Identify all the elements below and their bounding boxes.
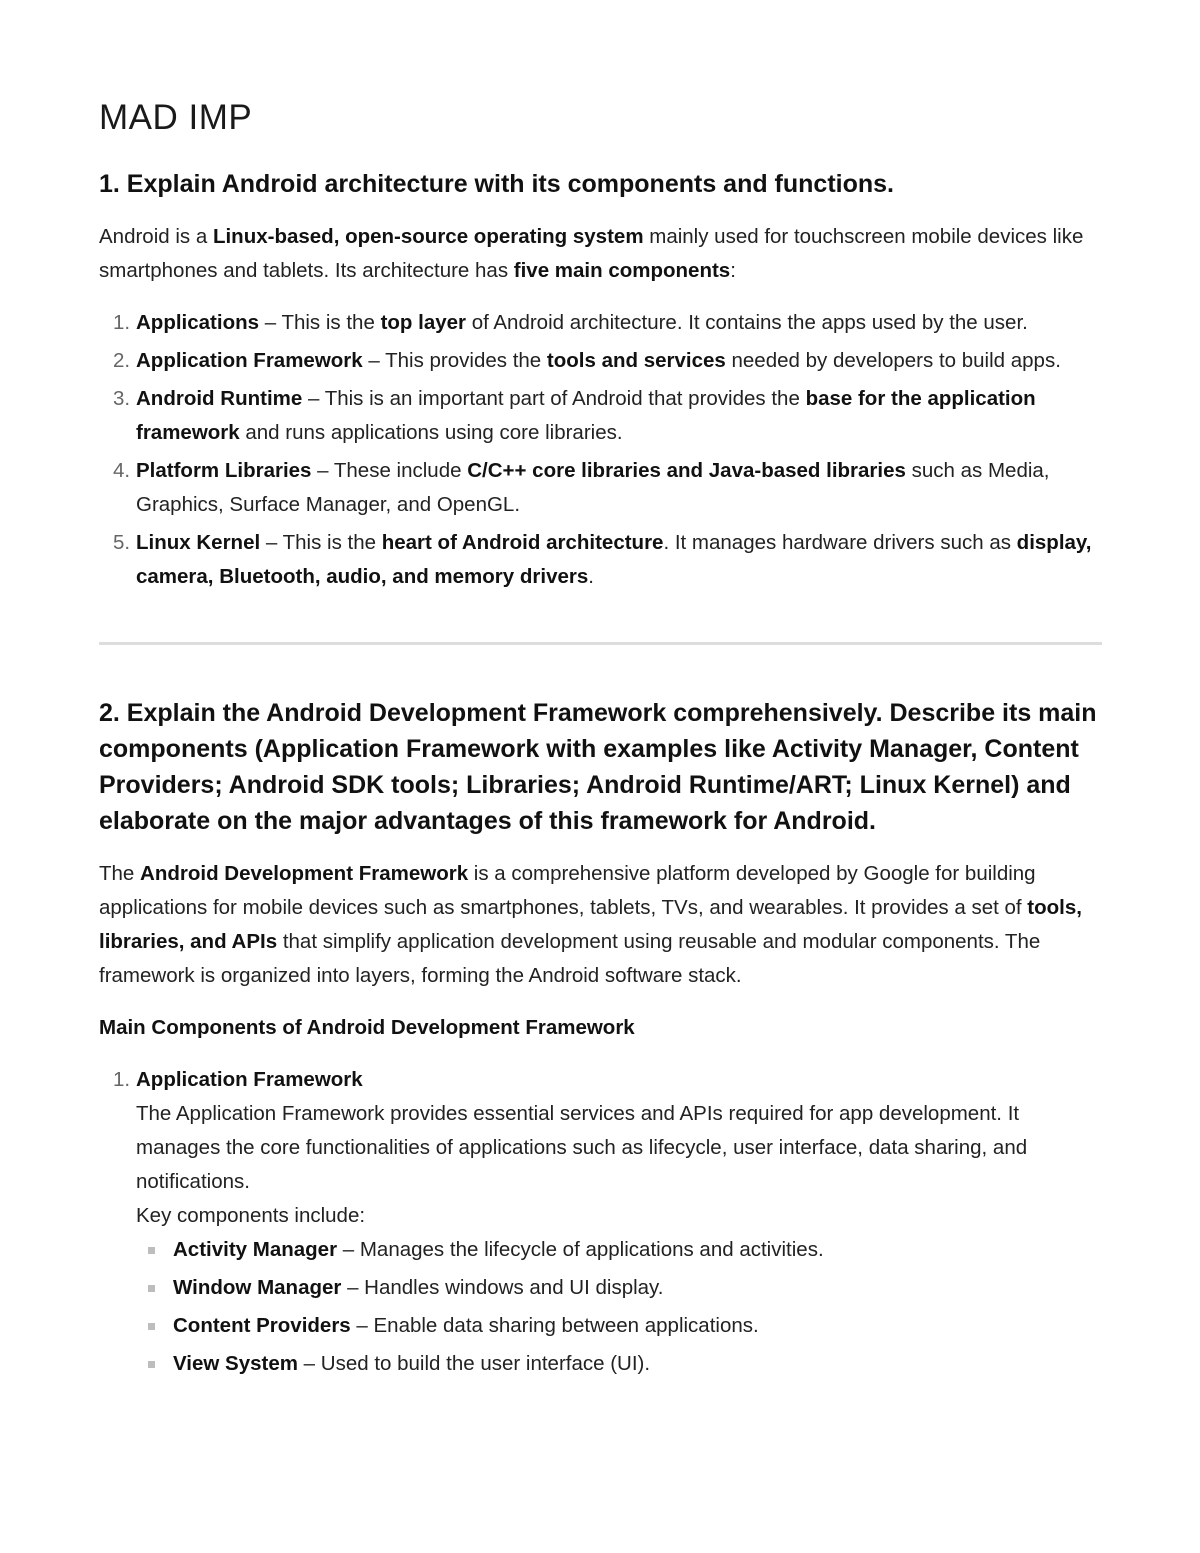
question-2-heading: 2. Explain the Android Development Framework comprehensively. Describe its main components (Application Framework with examples like Activity Manager, Content Providers; Android SDK tools; Libraries; Android Runtime/ART; Linux Kernel) and elaborate on the major advantages of this framework for Android.: [99, 699, 1097, 835]
item-text: .: [588, 565, 594, 588]
item-text: needed by developers to build apps.: [725, 349, 1061, 372]
intro-text: The: [99, 862, 141, 885]
bullet-desc: – Enable data sharing between applications.: [350, 1314, 759, 1337]
key-components-label: Key components include:: [136, 1204, 366, 1227]
list-item: [99, 344, 1102, 378]
square-bullet-icon: [148, 1323, 155, 1330]
question-1-heading: 1. Explain Android architecture with its components and functions.: [99, 170, 894, 198]
list-number: 4.: [113, 459, 131, 482]
item-text: of Android architecture. It contains the apps used by the user.: [466, 311, 1028, 334]
component-name: Application Framework: [136, 349, 363, 372]
intro-text: Android is a: [99, 225, 213, 248]
list-number: 1.: [113, 311, 131, 334]
bullet-name: Content Providers: [173, 1314, 351, 1337]
list-item: [99, 306, 1102, 340]
bullet-item: [135, 1347, 1102, 1381]
item-bold: display, camera, Bluetooth, audio, and memory drivers: [136, 531, 1092, 588]
section-divider: [99, 642, 1102, 645]
bullet-item: [135, 1233, 1102, 1267]
architecture-components-list: [99, 306, 1102, 594]
bullet-name: View System: [173, 1352, 298, 1375]
intro-text: :: [730, 259, 736, 282]
component-name: Platform Libraries: [136, 459, 312, 482]
intro-bold: tools, libraries, and APIs: [99, 896, 1082, 953]
framework-components-list: [99, 1063, 1102, 1381]
key-components-list: [136, 1233, 1102, 1381]
item-text: – This is an important part of Android that provides the: [302, 387, 806, 410]
intro-text: is a comprehensive platform developed by Google for building applications for mobile devices such as smartphones, tablets, TVs, and wearables. It provides a set of: [99, 862, 1036, 919]
list-item: [99, 1063, 1102, 1381]
square-bullet-icon: [148, 1285, 155, 1292]
item-text: – This is the: [260, 531, 382, 554]
question-1-section: [99, 166, 1102, 594]
component-name: Android Runtime: [136, 387, 303, 410]
item-text: – This provides the: [362, 349, 547, 372]
component-description: The Application Framework provides essential services and APIs required for app development. It manages the core functionalities of applications such as lifecycle, user interface, data sharing, and notifications.: [136, 1102, 1028, 1193]
item-bold: base for the application framework: [136, 387, 1036, 444]
item-text: and runs applications using core libraries.: [239, 421, 623, 444]
intro-text: that simplify application development using reusable and modular components. The framework is organized into layers, forming the Android software stack.: [99, 930, 1041, 987]
bullet-name: Activity Manager: [173, 1238, 338, 1261]
list-number: 5.: [113, 531, 131, 554]
component-name: Applications: [136, 311, 260, 334]
item-text: . It manages hardware drivers such as: [663, 531, 1017, 554]
list-number: 2.: [113, 349, 131, 372]
intro-bold: five main components: [513, 259, 731, 282]
intro-bold: Linux-based, open-source operating system: [212, 225, 644, 248]
square-bullet-icon: [148, 1361, 155, 1368]
list-item: [99, 454, 1102, 522]
item-bold: heart of Android architecture: [381, 531, 664, 554]
bullet-item: [135, 1271, 1102, 1305]
component-name: Linux Kernel: [136, 531, 261, 554]
intro-text: mainly used for touchscreen mobile devices like smartphones and tablets. Its architecture has: [99, 225, 1084, 282]
item-bold: tools and services: [546, 349, 726, 372]
item-text: – This is the: [259, 311, 381, 334]
bullet-desc: – Manages the lifecycle of applications and activities.: [337, 1238, 824, 1261]
bullet-item: [135, 1309, 1102, 1343]
question-1-intro: [99, 220, 1102, 288]
square-bullet-icon: [148, 1247, 155, 1254]
bullet-name: Window Manager: [173, 1276, 342, 1299]
item-bold: top layer: [380, 311, 467, 334]
component-name: Application Framework: [136, 1068, 363, 1091]
question-2-section: [99, 695, 1102, 1381]
intro-bold: Android Development Framework: [140, 862, 469, 885]
item-text: – These include: [311, 459, 468, 482]
question-2-intro: [99, 857, 1102, 993]
list-item: [99, 526, 1102, 594]
bullet-desc: – Handles windows and UI display.: [341, 1276, 664, 1299]
item-text: such as Media, Graphics, Surface Manager, and OpenGL.: [136, 459, 1050, 516]
list-item: [99, 382, 1102, 450]
document-title: MAD IMP: [99, 98, 253, 137]
main-components-subheading: Main Components of Android Development Framework: [99, 1016, 635, 1039]
bullet-desc: – Used to build the user interface (UI).: [297, 1352, 651, 1375]
list-number: 1.: [113, 1068, 131, 1091]
item-bold: C/C++ core libraries and Java-based libraries: [467, 459, 906, 482]
list-number: 3.: [113, 387, 131, 410]
